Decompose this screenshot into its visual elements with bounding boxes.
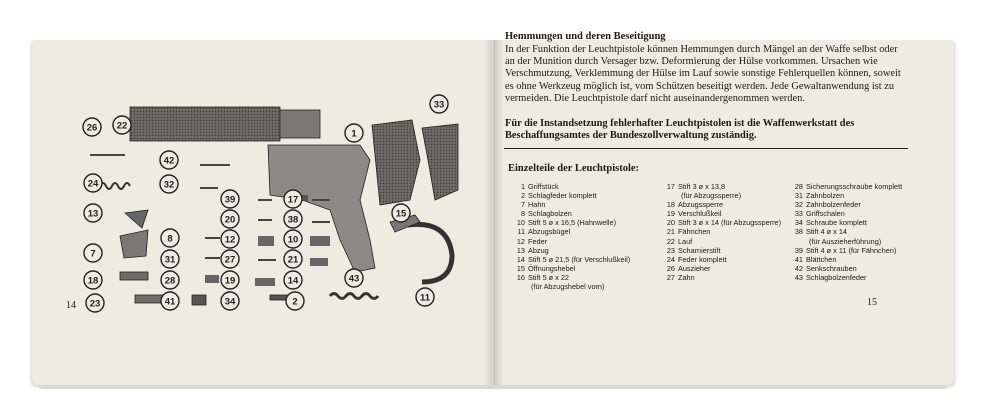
- parts-list-item: [513, 246, 658, 255]
- callout-marker: [416, 288, 434, 306]
- part-name: Schlagbolzen: [528, 209, 572, 219]
- callout-marker: [284, 271, 302, 289]
- parts-list-item: [513, 255, 658, 264]
- parts-list-item: [663, 218, 788, 227]
- part-name: Senkschrauben: [806, 263, 857, 273]
- part-number: 26: [666, 263, 675, 273]
- parts-list-item: [791, 237, 913, 246]
- part-number: 11: [517, 227, 525, 237]
- part-number: 20: [666, 218, 675, 228]
- part-number: 23: [666, 245, 675, 255]
- parts-list-item: [791, 209, 913, 218]
- callout-number: 20: [224, 214, 236, 226]
- part-name: Verschlußkeil: [678, 209, 722, 219]
- callout-marker: [221, 190, 239, 208]
- parts-list-item: [513, 182, 658, 191]
- callout-number: 26: [86, 122, 98, 134]
- parts-list-item: [513, 191, 658, 200]
- part-name: Öffnungshebel: [528, 263, 576, 273]
- callout-marker: [83, 118, 101, 136]
- part-number: 42: [794, 263, 803, 273]
- parts-list-item: [513, 209, 658, 218]
- parts-list-item: [791, 200, 913, 209]
- part-name: Stift 5 ø x 16,5 (Hahnwelle): [528, 218, 617, 228]
- part-name: Abzugssperre: [678, 200, 724, 210]
- part-name: Schraube komplett: [806, 218, 867, 228]
- callout-number: 27: [224, 254, 236, 266]
- callout-number: 41: [164, 296, 176, 308]
- callout-marker: [221, 210, 239, 228]
- parts-list-item: [663, 209, 788, 218]
- part-number: 38: [794, 227, 803, 237]
- parts-list-item: [663, 273, 788, 282]
- part-name: Stift 5 ø x 22: [528, 272, 569, 282]
- callout-marker: [345, 269, 363, 287]
- callout-marker: [113, 116, 131, 134]
- callout-marker: [84, 244, 102, 262]
- part-number: 41: [794, 254, 803, 264]
- parts-list-item: [663, 227, 788, 236]
- callout-marker: [284, 190, 302, 208]
- parts-list-item: [513, 237, 658, 246]
- parts-list-item: [791, 227, 913, 236]
- callout-number: 13: [87, 208, 99, 220]
- part-name: Griffschalen: [806, 209, 845, 219]
- parts-list-title: Einzelteile der Leuchtpistole:: [508, 163, 640, 174]
- part-name: Hahn: [528, 200, 546, 210]
- callout-number: 14: [287, 275, 299, 287]
- part-name: Auszieher: [678, 263, 711, 273]
- part-name: Zahn: [678, 272, 695, 282]
- part-name: Stift 3 ø x 14 (für Abzugssperre): [678, 218, 782, 228]
- part-name: Feder komplett: [678, 254, 727, 264]
- part-number: 34: [794, 218, 803, 228]
- part-name: Scharnierstift: [678, 245, 721, 255]
- page-number-right: 15: [867, 297, 877, 308]
- callout-number: 21: [287, 254, 299, 266]
- part-number: 17: [666, 182, 675, 191]
- callout-number: 28: [164, 275, 176, 287]
- parts-list-item: [513, 282, 658, 291]
- part-name: Stift 4 ø x 14: [806, 227, 847, 237]
- callout-number: 33: [433, 99, 445, 111]
- parts-list-item: [791, 191, 913, 200]
- callout-number: 23: [89, 298, 101, 310]
- callout-marker: [221, 292, 239, 310]
- parts-list-column-2: [663, 182, 788, 282]
- callout-number: 31: [164, 254, 176, 266]
- callout-marker: [84, 271, 102, 289]
- section-heading: Hemmungen und deren Beseitigung: [505, 31, 666, 42]
- part-name: (für Abzugssperre): [681, 191, 742, 201]
- callout-number: 17: [287, 194, 299, 206]
- callout-marker: [84, 204, 102, 222]
- callout-marker: [160, 175, 178, 193]
- part-name: Schlagfeder komplett: [528, 191, 597, 201]
- part-number: 2: [520, 191, 525, 201]
- callout-number: 38: [287, 214, 299, 226]
- parts-list-item: [513, 200, 658, 209]
- part-name: Feder: [528, 236, 548, 246]
- parts-list-item: [513, 227, 658, 236]
- part-number: 24: [666, 254, 675, 264]
- callout-marker: [284, 210, 302, 228]
- callout-marker: [221, 250, 239, 268]
- callout-marker: [284, 250, 302, 268]
- part-name: Abzugsbügel: [528, 227, 571, 237]
- part-number: 16: [516, 272, 525, 282]
- callout-number: 1: [351, 128, 357, 140]
- callout-marker: [161, 271, 179, 289]
- part-name: Abzug: [528, 245, 549, 255]
- parts-list-item: [663, 264, 788, 273]
- parts-list-item: [791, 264, 913, 273]
- part-number: 14: [516, 254, 525, 264]
- part-name: Stift 3 ø x 13,8: [678, 182, 726, 191]
- callout-number: 39: [224, 194, 236, 206]
- part-number: 18: [666, 200, 675, 210]
- callout-number: 42: [163, 155, 175, 167]
- part-number: 43: [794, 272, 803, 282]
- part-name: Schlagbolzenfeder: [806, 272, 867, 282]
- callout-number: 18: [87, 275, 99, 287]
- parts-list-column-1: [513, 182, 658, 291]
- callout-marker: [161, 229, 179, 247]
- callout-marker: [221, 271, 239, 289]
- callout-number: 10: [287, 234, 299, 246]
- part-number: 39: [794, 245, 803, 255]
- callout-number: 11: [419, 292, 431, 304]
- callout-number: 19: [224, 275, 236, 287]
- part-name: (für Auszieherführung): [809, 236, 882, 246]
- part-name: Sicherungsschraube komplett: [806, 182, 903, 191]
- part-name: Stift 4 ø x 11 (für Fähnchen): [806, 245, 897, 255]
- callout-number: 24: [87, 178, 99, 190]
- callout-marker: [86, 294, 104, 312]
- part-number: 27: [666, 272, 675, 282]
- callout-number: 15: [395, 208, 407, 220]
- parts-list-item: [791, 218, 913, 227]
- parts-list-item: [791, 255, 913, 264]
- callout-marker: [84, 174, 102, 192]
- part-number: 33: [794, 209, 803, 219]
- callout-number: 34: [224, 296, 236, 308]
- part-number: 8: [520, 209, 525, 219]
- part-number: 19: [666, 209, 675, 219]
- parts-list-item: [791, 182, 913, 191]
- part-number: 31: [794, 191, 803, 201]
- callout-number: 43: [348, 273, 360, 285]
- workshop-notice: Für die Instandsetzung fehlerhafter Leuchtpistolen ist die Waffenwerkstatt des Beschaffungsamtes der Bundeszollverwaltung zuständig.: [505, 118, 855, 142]
- callout-number: 2: [292, 296, 298, 308]
- part-name: Zahnbolzenfeder: [806, 200, 861, 210]
- part-number: 21: [666, 227, 675, 237]
- callout-number: 32: [163, 179, 175, 191]
- page-number-left: 14: [66, 300, 76, 311]
- part-number: 12: [516, 236, 525, 246]
- callout-marker: [161, 292, 179, 310]
- part-name: Lauf: [678, 236, 693, 246]
- parts-list-column-3: [791, 182, 913, 282]
- part-number: 28: [794, 182, 803, 191]
- callout-marker: [392, 204, 410, 222]
- callout-marker: [284, 230, 302, 248]
- part-number: 32: [794, 200, 803, 210]
- parts-list-item: [663, 237, 788, 246]
- callout-number: 12: [224, 234, 236, 246]
- parts-list-item: [663, 255, 788, 264]
- part-number: 1: [520, 182, 525, 191]
- body-paragraph: In der Funktion der Leuchtpistole können Hemmungen durch Mängel an der Waffe selbst oder an der Munition durch Versager bzw. Deformierung der Hülse vorkommen. Ursachen wie Verschmutzung, Verklemmung der Hülse im Lauf sowie sonstige Fehlerquellen können, soweit es ohne Werkzeug möglich ist, vom Schützen beseitigt werden. Jede Gewaltanwendung ist zu vermeiden. Die Leuchtpistole darf nicht auseinandergenommen werden.: [505, 44, 901, 104]
- part-name: Fähnchen: [678, 227, 711, 237]
- section-divider: [504, 148, 908, 149]
- callout-marker: [161, 250, 179, 268]
- callout-marker: [221, 230, 239, 248]
- callout-number: 8: [167, 233, 173, 245]
- part-number: 13: [516, 245, 525, 255]
- parts-list-item: [663, 246, 788, 255]
- parts-list-item: [663, 191, 788, 200]
- parts-list-item: [513, 218, 658, 227]
- part-name: Stift 5 ø 21,5 (für Verschlußkeil): [528, 254, 631, 264]
- callout-marker: [160, 151, 178, 169]
- callout-marker: [345, 124, 363, 142]
- callout-number: 7: [90, 248, 96, 260]
- part-name: Zahnbolzen: [806, 191, 845, 201]
- callout-marker: [430, 95, 448, 113]
- parts-list-item: [663, 200, 788, 209]
- part-name: (für Abzugshebel vorn): [531, 282, 605, 292]
- callout-number: 22: [116, 120, 128, 132]
- part-name: Blättchen: [806, 254, 837, 264]
- part-number: 22: [666, 236, 675, 246]
- part-name: Griffstück: [528, 182, 559, 191]
- part-number: 10: [516, 218, 525, 228]
- parts-list-item: [663, 182, 788, 191]
- callout-marker: [286, 292, 304, 310]
- parts-list-item: [791, 273, 913, 282]
- parts-list-item: [791, 246, 913, 255]
- part-number: 15: [516, 263, 525, 273]
- part-number: 7: [520, 200, 525, 210]
- parts-list-item: [513, 273, 658, 282]
- parts-list-item: [513, 264, 658, 273]
